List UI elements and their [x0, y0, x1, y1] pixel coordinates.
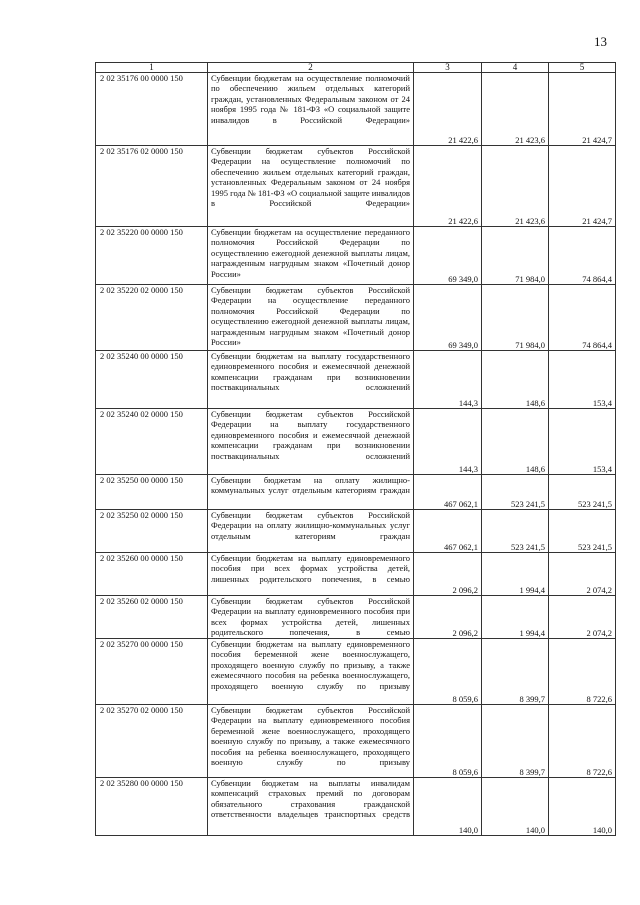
column-header: 1	[96, 63, 208, 73]
row-value-col3: 467 062,1	[414, 510, 482, 553]
row-value-col3: 2 096,2	[414, 553, 482, 596]
row-value-col4: 523 241,5	[482, 510, 549, 553]
row-value-col5: 140,0	[549, 778, 616, 836]
row-code: 2 02 35270 02 0000 150	[96, 705, 208, 778]
row-description: Субвенции бюджетам на выплату единовременного пособия беременной жене военнослужащего, проходящего военную службу по призыву, а также ежемесячного пособия на ребенка военнослужащего, проходящего военную службу по призыву	[208, 639, 414, 705]
table-row	[96, 596, 616, 639]
row-description: Субвенции бюджетам субъектов Российской Федерации на выплату единовременного пособия при всех формах устройства детей, лишенных родительского попечения, в семью	[208, 596, 414, 639]
table-row	[96, 146, 616, 227]
row-value-col5: 8 722,6	[549, 705, 616, 778]
row-value-col4: 21 423,6	[482, 146, 549, 227]
row-value-col5: 2 074,2	[549, 596, 616, 639]
row-value-col5: 523 241,5	[549, 475, 616, 510]
table-row	[96, 351, 616, 409]
row-value-col5: 153,4	[549, 351, 616, 409]
row-code: 2 02 35220 02 0000 150	[96, 285, 208, 351]
table-row	[96, 510, 616, 553]
row-description: Субвенции бюджетам на осуществление полномочий по обеспечению жильем отдельных категорий граждан, установленных Федеральным законом от 24 ноября 1995 года № 181-ФЗ «О социальной защите инвалидов в Российской Федерации»	[208, 73, 414, 146]
row-code: 2 02 35176 02 0000 150	[96, 146, 208, 227]
row-value-col4: 71 984,0	[482, 227, 549, 285]
row-code: 2 02 35220 00 0000 150	[96, 227, 208, 285]
table-row	[96, 227, 616, 285]
row-value-col4: 8 399,7	[482, 639, 549, 705]
table-row	[96, 73, 616, 146]
row-description: Субвенции бюджетам субъектов Российской Федерации на выплату единовременного пособия беременной жене военнослужащего, проходящего военную службу по призыву, а также ежемесячного пособия на ребенка военнослужащего, проходящего военную службу по призыву	[208, 705, 414, 778]
table-row	[96, 553, 616, 596]
row-code: 2 02 35176 00 0000 150	[96, 73, 208, 146]
row-description: Субвенции бюджетам субъектов Российской Федерации на осуществление полномочий по обеспечению жильем отдельных категорий граждан, установленных Федеральным законом от 24 ноября 1995 года № 181-ФЗ «О социальной защите инвалидов в Российской Федерации»	[208, 146, 414, 227]
row-value-col4: 1 994,4	[482, 596, 549, 639]
row-value-col3: 2 096,2	[414, 596, 482, 639]
table-row	[96, 285, 616, 351]
row-value-col3: 467 062,1	[414, 475, 482, 510]
row-value-col3: 8 059,6	[414, 639, 482, 705]
column-header: 5	[549, 63, 616, 73]
row-value-col5: 153,4	[549, 409, 616, 475]
row-value-col3: 144,3	[414, 409, 482, 475]
table-header-row	[96, 63, 616, 73]
row-value-col4: 523 241,5	[482, 475, 549, 510]
row-value-col3: 144,3	[414, 351, 482, 409]
row-value-col4: 148,6	[482, 351, 549, 409]
row-code: 2 02 35270 00 0000 150	[96, 639, 208, 705]
row-description: Субвенции бюджетам на выплаты инвалидам компенсаций страховых премий по договорам обязательного страхования гражданской ответственности владельцев транспортных средств	[208, 778, 414, 836]
row-value-col4: 1 994,4	[482, 553, 549, 596]
row-value-col5: 523 241,5	[549, 510, 616, 553]
row-value-col4: 140,0	[482, 778, 549, 836]
row-value-col3: 140,0	[414, 778, 482, 836]
row-value-col3: 69 349,0	[414, 285, 482, 351]
table-row	[96, 409, 616, 475]
row-code: 2 02 35240 00 0000 150	[96, 351, 208, 409]
row-description: Субвенции бюджетам на выплату единовременного пособия при всех формах устройства детей, лишенных родительского попечения, в семью	[208, 553, 414, 596]
row-value-col5: 74 864,4	[549, 285, 616, 351]
row-code: 2 02 35260 02 0000 150	[96, 596, 208, 639]
row-description: Субвенции бюджетам на оплату жилищно-коммунальных услуг отдельным категориям граждан	[208, 475, 414, 510]
row-description: Субвенции бюджетам субъектов Российской Федерации на осуществление переданного полномочия Российской Федерации по осуществлению ежегодной денежной выплаты лицам, награжденным нагрудным знаком «Почетный донор России»	[208, 285, 414, 351]
row-code: 2 02 35240 02 0000 150	[96, 409, 208, 475]
row-code: 2 02 35260 00 0000 150	[96, 553, 208, 596]
row-code: 2 02 35250 00 0000 150	[96, 475, 208, 510]
row-value-col4: 71 984,0	[482, 285, 549, 351]
row-value-col3: 8 059,6	[414, 705, 482, 778]
budget-table	[95, 62, 616, 836]
table-row	[96, 475, 616, 510]
row-value-col5: 21 424,7	[549, 73, 616, 146]
table-row	[96, 778, 616, 836]
row-value-col5: 8 722,6	[549, 639, 616, 705]
row-code: 2 02 35250 02 0000 150	[96, 510, 208, 553]
row-description: Субвенции бюджетам на осуществление переданного полномочия Российской Федерации по осуществлению ежегодной денежной выплаты лицам, награжденным нагрудным знаком «Почетный донор России»	[208, 227, 414, 285]
table-row	[96, 639, 616, 705]
row-description: Субвенции бюджетам субъектов Российской Федерации на оплату жилищно-коммунальных услуг отдельным категориям граждан	[208, 510, 414, 553]
row-value-col4: 148,6	[482, 409, 549, 475]
row-value-col5: 2 074,2	[549, 553, 616, 596]
row-description: Субвенции бюджетам на выплату государственного единовременного пособия и ежемесячной денежной компенсации гражданам при возникновении поствакцинальных осложнений	[208, 351, 414, 409]
row-description: Субвенции бюджетам субъектов Российской Федерации на выплату государственного единовременного пособия и ежемесячной денежной компенсации гражданам при возникновении поствакцинальных осложнений	[208, 409, 414, 475]
table-row	[96, 705, 616, 778]
row-value-col3: 21 422,6	[414, 73, 482, 146]
page-number: 13	[594, 34, 607, 49]
row-value-col5: 21 424,7	[549, 146, 616, 227]
column-header: 2	[208, 63, 414, 73]
row-value-col4: 21 423,6	[482, 73, 549, 146]
column-header: 4	[482, 63, 549, 73]
column-header: 3	[414, 63, 482, 73]
row-value-col3: 21 422,6	[414, 146, 482, 227]
row-code: 2 02 35280 00 0000 150	[96, 778, 208, 836]
row-value-col5: 74 864,4	[549, 227, 616, 285]
row-value-col3: 69 349,0	[414, 227, 482, 285]
row-value-col4: 8 399,7	[482, 705, 549, 778]
